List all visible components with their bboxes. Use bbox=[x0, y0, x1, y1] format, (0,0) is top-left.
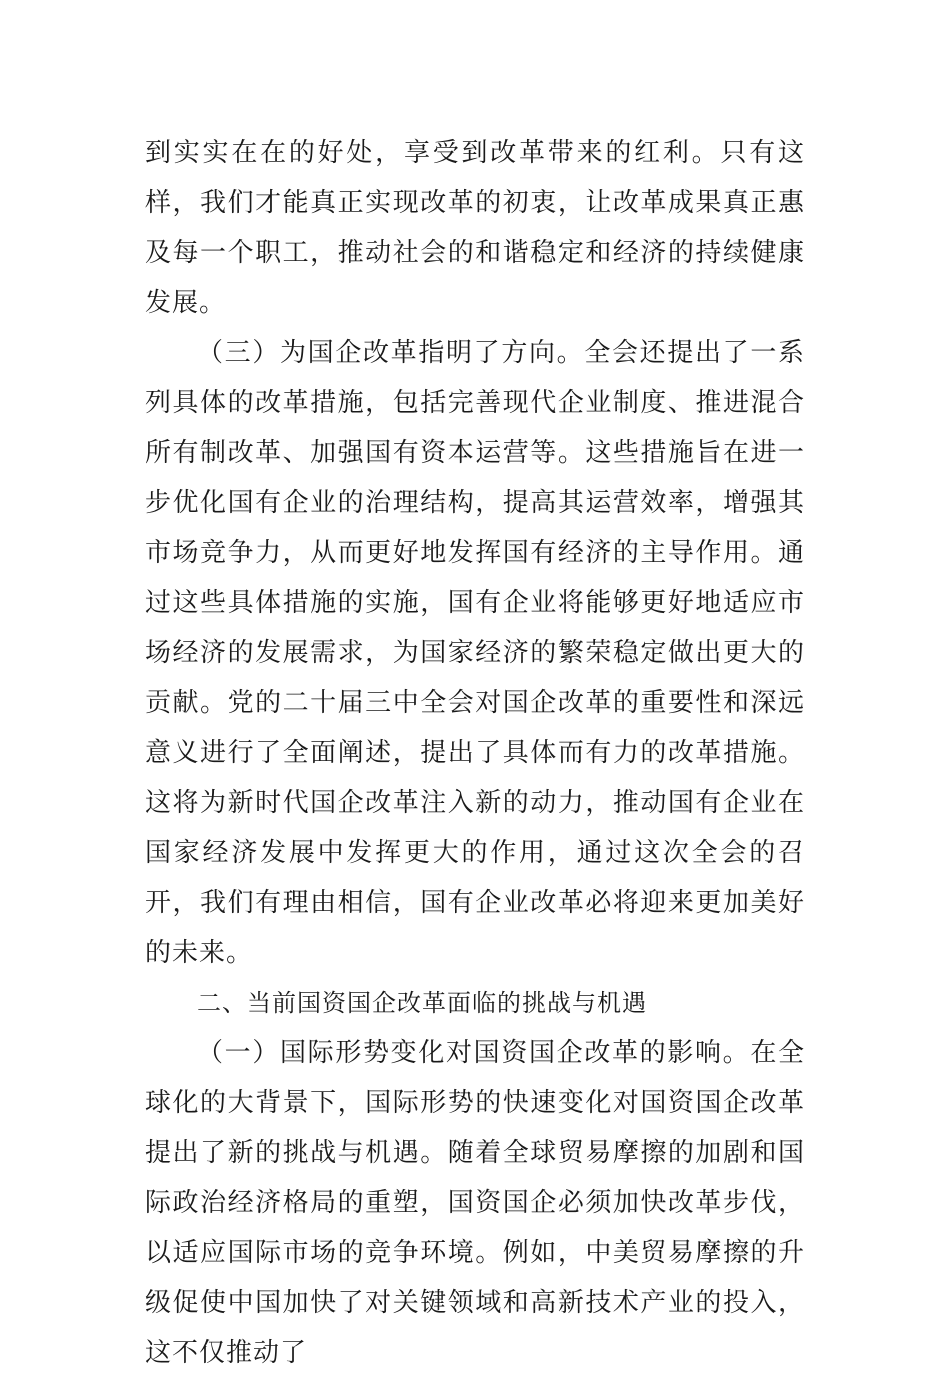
paragraph-international-situation: （一）国际形势变化对国资国企改革的影响。在全球化的大背景下，国际形势的快速变化对国资国企改革提出了新的挑战与机遇。随着全球贸易摩擦的加剧和国际政治经济格局的重塑，国资国企必须加快改革步伐，以适应国际市场的竞争环境。例如，中美贸易摩擦的升级促使中国加快了对关键领域和高新技术产业的投入，这不仅推动了 bbox=[145, 1038, 805, 1368]
section-heading-challenges: 二、当前国资国企改革面临的挑战与机遇 bbox=[197, 989, 647, 1017]
paragraph-continuation: 到实实在在的好处，享受到改革带来的红利。只有这样，我们才能真正实现改革的初衷，让改革成果真正惠及每一个职工，推动社会的和谐稳定和经济的持续健康发展。 bbox=[145, 138, 805, 318]
paragraph-reform-direction: （三）为国企改革指明了方向。全会还提出了一系列具体的改革措施，包括完善现代企业制度、推进混合所有制改革、加强国有资本运营等。这些措施旨在进一步优化国有企业的治理结构，提高其运营效率，增强其市场竞争力，从而更好地发挥国有经济的主导作用。通过这些具体措施的实施，国有企业将能够更好地适应市场经济的发展需求，为国家经济的繁荣稳定做出更大的贡献。党的二十届三中全会对国企改革的重要性和深远意义进行了全面阐述，提出了具体而有力的改革措施。这将为新时代国企改革注入新的动力，推动国有企业在国家经济发展中发挥更大的作用，通过这次全会的召开，我们有理由相信，国有企业改革必将迎来更加美好的未来。 bbox=[145, 338, 805, 968]
document-body bbox=[145, 128, 805, 1378]
